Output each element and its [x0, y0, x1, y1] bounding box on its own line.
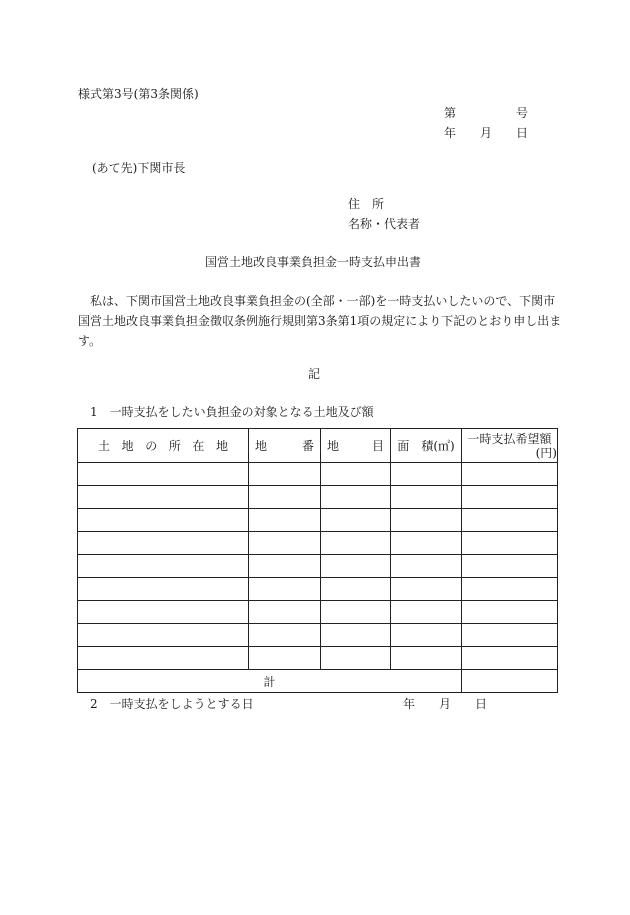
table-row [78, 624, 558, 647]
cell-location[interactable] [78, 578, 249, 601]
cell-location[interactable] [78, 486, 249, 509]
ki-label: 記 [308, 367, 321, 381]
header-lot-number: 地 番 [249, 429, 321, 463]
table-row [78, 532, 558, 555]
cell-location[interactable] [78, 601, 249, 624]
doc-number-dai: 第 [444, 106, 457, 120]
cell-amount[interactable] [462, 463, 558, 486]
date-top-month: 月 [480, 126, 493, 140]
cell-category[interactable] [321, 486, 391, 509]
cell-area[interactable] [391, 486, 462, 509]
cell-area[interactable] [391, 578, 462, 601]
cell-lot[interactable] [249, 486, 321, 509]
date-bottom-month: 月 [439, 697, 452, 711]
cell-category[interactable] [321, 463, 391, 486]
cell-amount[interactable] [462, 555, 558, 578]
body-line-1: 私は、下関市国営土地改良事業負担金の(全部・一部)を一時支払いしたいので、下関市 [90, 294, 556, 308]
header-location: 土 地 の 所 在 地 [78, 429, 249, 463]
table-row [78, 555, 558, 578]
date-top-day: 日 [516, 126, 529, 140]
body-text [78, 291, 562, 351]
cell-location[interactable] [78, 555, 249, 578]
land-table [77, 428, 558, 693]
header-land-category: 地 目 [321, 429, 391, 463]
cell-category[interactable] [321, 555, 391, 578]
addressee: (あて先)下関市長 [92, 161, 186, 175]
table-row [78, 509, 558, 532]
cell-lot[interactable] [249, 532, 321, 555]
cell-location[interactable] [78, 463, 249, 486]
table-row [78, 486, 558, 509]
document-title: 国営土地改良事業負担金一時支払申出書 [205, 255, 422, 269]
cell-lot[interactable] [249, 555, 321, 578]
body-line-3: す。 [78, 334, 102, 348]
cell-lot[interactable] [249, 463, 321, 486]
table-row [78, 463, 558, 486]
cell-amount[interactable] [462, 601, 558, 624]
cell-lot[interactable] [249, 509, 321, 532]
cell-category[interactable] [321, 601, 391, 624]
cell-amount[interactable] [462, 486, 558, 509]
cell-amount[interactable] [462, 532, 558, 555]
cell-category[interactable] [321, 532, 391, 555]
body-line-2: 国営土地改良事業負担金徴収条例施行規則第3条第1項の規定により下記のとおり申し出ま [78, 314, 562, 328]
section-1-heading: 1 一時支払をしたい負担金の対象となる土地及び額 [90, 405, 374, 419]
cell-lot[interactable] [249, 647, 321, 670]
cell-amount[interactable] [462, 647, 558, 670]
cell-area[interactable] [391, 601, 462, 624]
cell-lot[interactable] [249, 578, 321, 601]
header-amount: 一時支払希望額 (円) [462, 429, 558, 463]
cell-location[interactable] [78, 647, 249, 670]
cell-location[interactable] [78, 509, 249, 532]
name-label: 名称・代表者 [348, 217, 421, 231]
cell-area[interactable] [391, 624, 462, 647]
cell-area[interactable] [391, 647, 462, 670]
cell-lot[interactable] [249, 601, 321, 624]
date-bottom-day: 日 [475, 697, 488, 711]
table-total-row [78, 670, 558, 693]
date-bottom-year: 年 [403, 697, 416, 711]
address-label: 住 所 [348, 197, 385, 211]
table-row [78, 647, 558, 670]
cell-area[interactable] [391, 463, 462, 486]
date-bottom [403, 698, 493, 712]
table-row [78, 601, 558, 624]
cell-amount[interactable] [462, 509, 558, 532]
cell-location[interactable] [78, 624, 249, 647]
cell-category[interactable] [321, 647, 391, 670]
cell-amount[interactable] [462, 578, 558, 601]
cell-category[interactable] [321, 624, 391, 647]
total-amount-cell[interactable] [462, 670, 558, 693]
cell-location[interactable] [78, 532, 249, 555]
doc-number-go: 号 [516, 106, 529, 120]
cell-category[interactable] [321, 509, 391, 532]
cell-area[interactable] [391, 555, 462, 578]
cell-category[interactable] [321, 578, 391, 601]
cell-area[interactable] [391, 532, 462, 555]
cell-amount[interactable] [462, 624, 558, 647]
section-2-heading: 2 一時支払をしようとする日 [90, 697, 254, 711]
total-label: 計 [78, 670, 462, 693]
cell-area[interactable] [391, 509, 462, 532]
date-top-year: 年 [444, 126, 457, 140]
table-header-row [78, 429, 558, 463]
table-row [78, 578, 558, 601]
form-number: 様式第3号(第3条関係) [78, 87, 199, 101]
cell-lot[interactable] [249, 624, 321, 647]
header-area: 面 積(㎡) [391, 429, 462, 463]
